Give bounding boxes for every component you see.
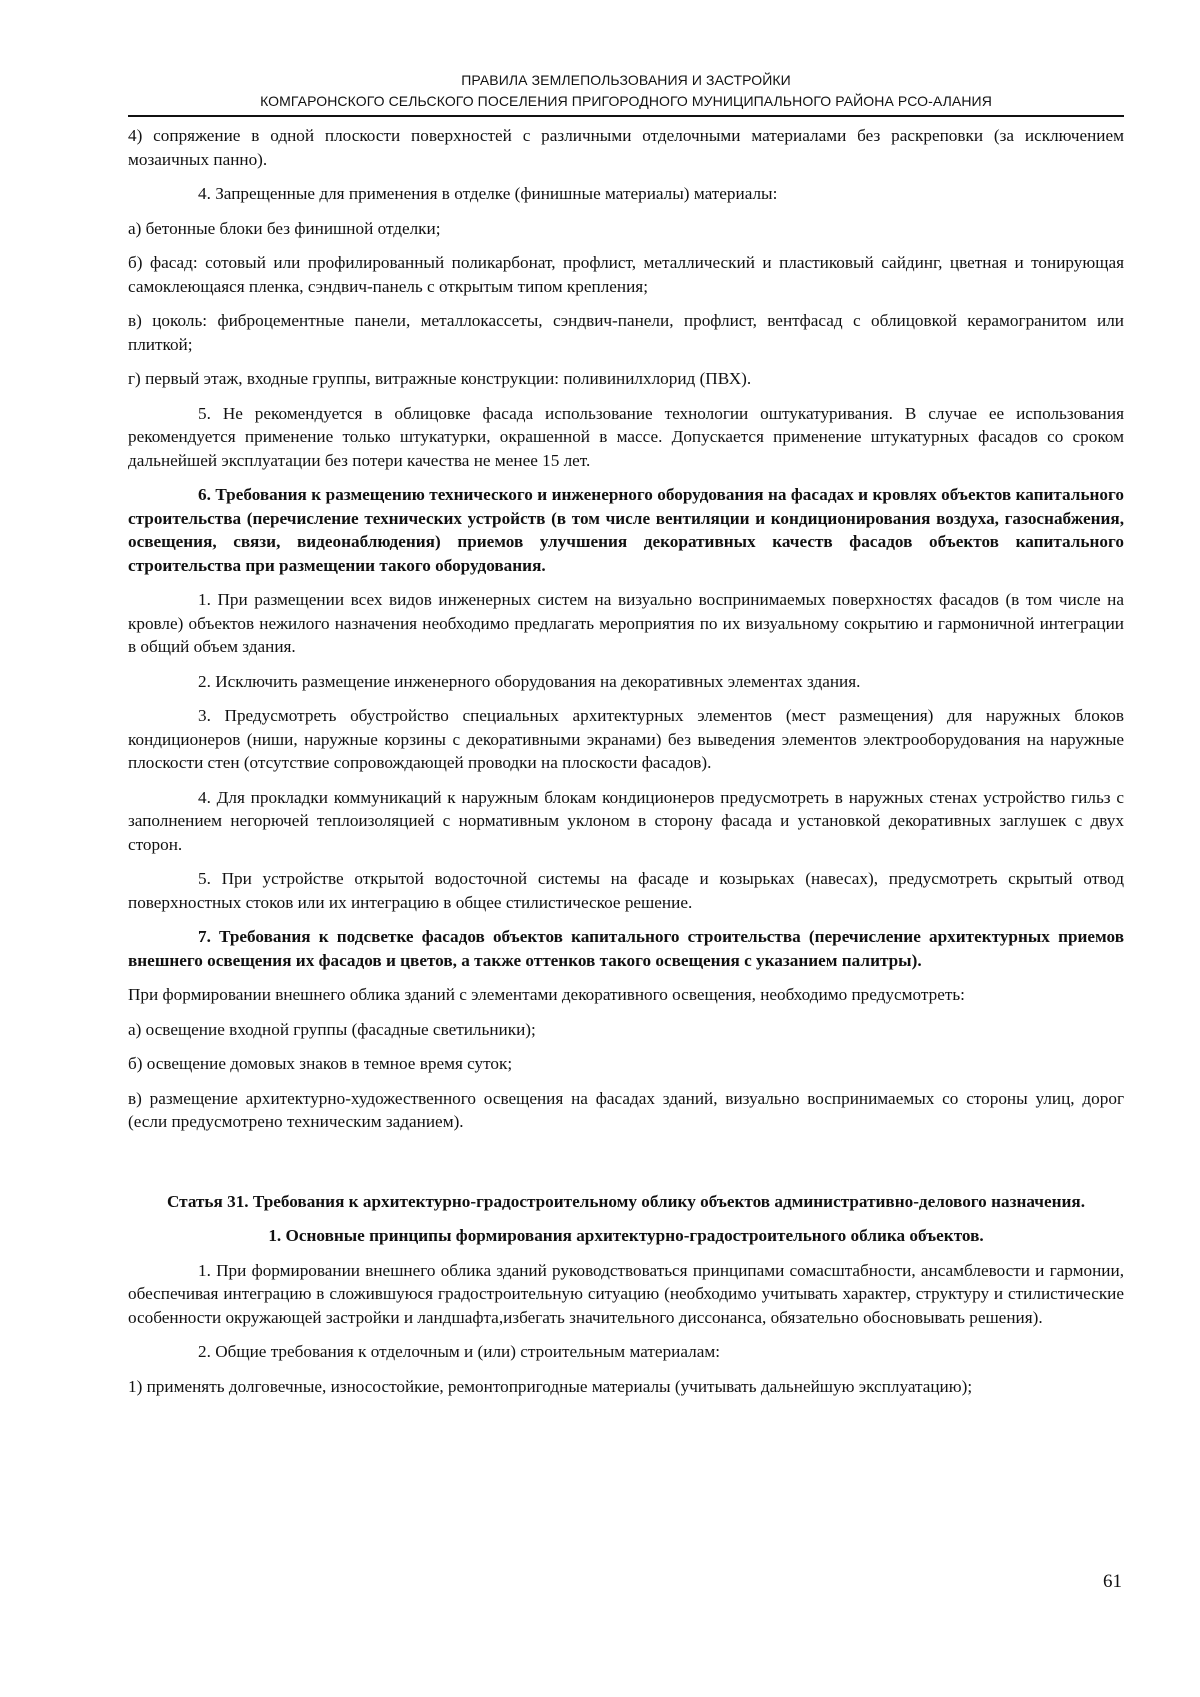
running-header bbox=[128, 70, 1124, 112]
document-body bbox=[128, 124, 1124, 1409]
list-item: в) размещение архитектурно-художественного освещения на фасадах зданий, визуально воспринимаемых со стороны улиц, дорог (если предусмотрено техническим заданием). bbox=[128, 1088, 1124, 1131]
list-item: в) цоколь: фиброцементные панели, металлокассеты, сэндвич-панели, профлист, вентфасад с облицовкой керамогранитом или плиткой; bbox=[128, 311, 1124, 354]
paragraph: 4. Запрещенные для применения в отделке (финишные материалы) материалы: bbox=[198, 184, 778, 203]
list-item: б) фасад: сотовый или профилированный поликарбонат, профлист, металлический и пластиковый сайдинг, цветная и тонирующая самоклеющаяся пленка, сэндвич-панель с открытым типом крепления; bbox=[128, 253, 1124, 296]
paragraph: 1. При размещении всех видов инженерных систем на визуально воспринимаемых поверхностях фасадов (в том числе на кровле) объектов нежилого назначения необходимо предлагать мероприятия по их визуальному сокрытию и гармоничной интеграции в общий объем здания. bbox=[128, 590, 1124, 656]
list-item: 1) применять долговечные, износостойкие, ремонтопригодные материалы (учитывать дальнейшую эксплуатацию); bbox=[128, 1376, 973, 1396]
list-item: а) освещение входной группы (фасадные светильники); bbox=[128, 1019, 536, 1039]
article-heading: Статья 31. Требования к архитектурно-градостроительному облику объектов административно-делового назначения. bbox=[166, 1191, 1086, 1211]
list-item: а) бетонные блоки без финишной отделки; bbox=[128, 218, 441, 238]
paragraph: 3. Предусмотреть обустройство специальных архитектурных элементов (мест размещения) для наружных блоков кондиционеров (ниши, наружные корзины с декоративными экранами) без выведения элементов электрооборудования на наружные плоскости стен (отсутствие сопровождающей проводки на плоскости фасадов). bbox=[128, 706, 1124, 772]
paragraph: 4) сопряжение в одной плоскости поверхностей с различными отделочными материалами без раскреповки (за исключением мозаичных панно). bbox=[128, 126, 1124, 169]
vertical-spacer bbox=[128, 1145, 1124, 1190]
paragraph: При формировании внешнего облика зданий с элементами декоративного освещения, необходимо предусмотреть: bbox=[128, 985, 965, 1004]
paragraph: 5. Не рекомендуется в облицовке фасада использование технологии оштукатуривания. В случае ее использования рекомендуется применение только штукатурки, окрашенной в массе. Допускается применение штукатурных фасадов со сроком дальнейшей эксплуатации без потери качества не менее 15 лет. bbox=[128, 403, 1124, 470]
paragraph: 2. Исключить размещение инженерного оборудования на декоративных элементах здания. bbox=[198, 671, 861, 691]
header-divider bbox=[128, 115, 1124, 117]
header-title-line: ПРАВИЛА ЗЕМЛЕПОЛЬЗОВАНИЯ И ЗАСТРОЙКИ bbox=[461, 72, 791, 88]
paragraph: 1. При формировании внешнего облика зданий руководствоваться принципами сомасштабности, ансамблевости и гармонии, обеспечивая интеграцию в сложившуюся градостроительную ситуацию (необходимо учитывать характер, структуру и стилистические особенности окружающей застройки и ландшафта,избегать значительного диссонанса, обязательно обосновывать решения). bbox=[128, 1260, 1124, 1327]
section-heading: 7. Требования к подсветке фасадов объектов капитального строительства (перечисление архитектурных приемов внешнего освещения их фасадов и цветов, а также оттенков такого освещения с указанием палитры). bbox=[128, 927, 1124, 970]
paragraph: 4. Для прокладки коммуникаций к наружным блокам кондиционеров предусмотреть в наружных стенах устройство гильз с заполнением негорючей теплоизоляцией с нормативным уклоном в сторону фасада и установкой декоративных заглушек с двух сторон. bbox=[128, 787, 1124, 854]
section-heading: 6. Требования к размещению технического и инженерного оборудования на фасадах и кровлях объектов капитального строительства (перечисление технических устройств (в том числе вентиляции и кондиционирования воздуха, газоснабжения, освещения, связи, видеонаблюдения) приемов улучшения декоративных качеств фасадов объектов капитального строительства при размещении такого оборудования. bbox=[128, 485, 1124, 575]
paragraph: 2. Общие требования к отделочным и (или) строительным материалам: bbox=[198, 1342, 720, 1361]
page-number: 61 bbox=[1103, 1571, 1122, 1592]
subsection-heading: 1. Основные принципы формирования архитектурно-градостроительного облика объектов. bbox=[268, 1226, 984, 1245]
list-item: г) первый этаж, входные группы, витражные конструкции: поливинилхлорид (ПВХ). bbox=[128, 369, 752, 388]
header-subtitle-line: КОМГАРОНСКОГО СЕЛЬСКОГО ПОСЕЛЕНИЯ ПРИГОРОДНОГО МУНИЦИПАЛЬНОГО РАЙОНА РСО-АЛАНИЯ bbox=[260, 93, 992, 109]
list-item: б) освещение домовых знаков в темное время суток; bbox=[128, 1054, 513, 1073]
paragraph: 5. При устройстве открытой водосточной системы на фасаде и козырьках (навесах), предусмотреть скрытый отвод поверхностных стоков или их интеграцию в общее стилистическое решение. bbox=[128, 869, 1124, 912]
